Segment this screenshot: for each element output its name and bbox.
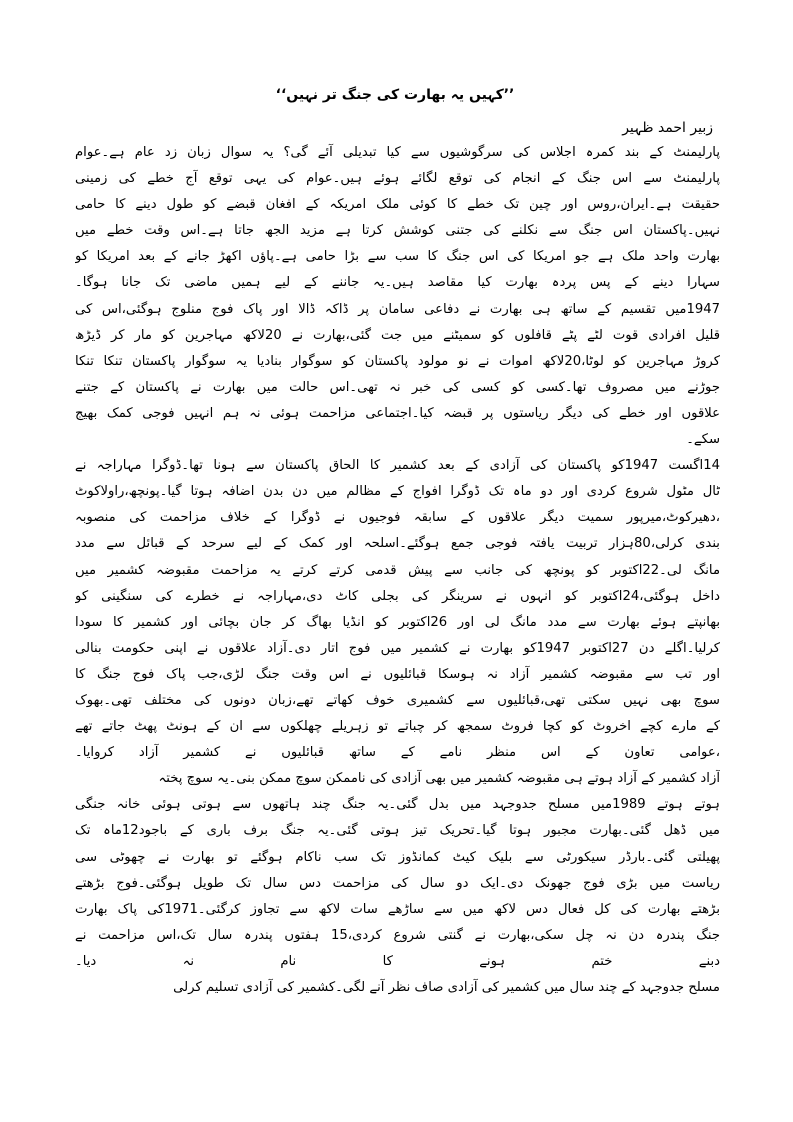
text-line: جنگ پندرہ دن نہ چل سکی،بھارت نے گنتی شروع کردی،15 ہفتوں پندرہ سال تک،اس مزاحمت نے bbox=[75, 927, 720, 943]
text-line: آزاد کشمیر کے آزاد ہوتے ہی مقبوضہ کشمیر میں بھی آزادی کی ناممکن سوچ ممکن بنی۔یہ سوچ پختہ bbox=[158, 771, 720, 787]
author-name: زبیر احمد ظہیر bbox=[622, 120, 713, 136]
text-line: پھیلتی گئی۔بارڈر سیکورٹی سے بلیک کیٹ کمانڈوز تک سب ناکام ہوگئے تو بھارت نے چھوٹی سی bbox=[75, 849, 720, 865]
text-line: داخل ہوگئی،24اکتوبر کو انہوں نے سرینگر کی بجلی کاٹ دی،مہاراجہ نے خطرے کی سنگینی کو bbox=[75, 588, 720, 604]
text-line: کروڑ مہاجرین کو لوٹا،20لاکھ اموات نے نو مولود پاکستان کو سوگوار بنادیا یہ سوگوار پاکستان تنکا تنکا bbox=[75, 353, 720, 369]
text-line: جوڑنے میں مصروف تھا۔کسی کو کسی کی خبر نہ تھی۔اس حالت میں بھارت نے پاکستان کے جتنے bbox=[75, 379, 720, 395]
text-line: نہیں۔پاکستان اس جنگ سے نکلنے کی جتنی کوشش کرتا ہے مزید الجھ جاتا ہے۔اس وقت خطے میں bbox=[75, 223, 720, 239]
text-line: بڑھتے بھارت کی کل فعال دس لاکھ میں سے ساڑھے سات لاکھ سے تجاوز کرگئی۔1971کی پاک بھارت bbox=[75, 901, 720, 917]
text-line: کے مارے کچے اخروٹ کو کچا فروٹ سمجھ کر چباتے تو زہریلے چھلکوں سے ان کے ہونٹ پھٹ جاتے تھے bbox=[75, 719, 720, 735]
text-line: دبنے ختم ہونے کا نام نہ دیا۔ bbox=[75, 953, 720, 969]
text-line: 1947میں تقسیم کے ساتھ ہی بھارت نے دفاعی سامان پر ڈاکہ ڈالا اور پاک فوج منلوج ہوگئی،اس کی bbox=[75, 301, 720, 317]
text-line: علاقوں اور خطے کی دیگر ریاستوں پر قبضہ کیا۔اجتماعی مزاحمت ہوئی نہ ہم انہیں فوجی کمک بھیج bbox=[75, 405, 720, 421]
text-line: سہارا دینے کے پس پردہ بھارت کیا مقاصد ہیں۔یہ جاننے کے لیے ہمیں ماضی تک جانا ہوگا۔ bbox=[75, 275, 720, 291]
text-line: ٹال مٹول شروع کردی اور دو ماہ تک ڈوگرا افواج کے مظالم میں دن بدن اضافہ ہوتا گیا۔پونچھ،راولاکوٹ bbox=[75, 484, 720, 500]
text-line: میں ڈھل گئی۔بھارت مجبور ہوتا گیا۔تحریک تیز ہوتی گئی۔یہ جنگ برف باری کے باجود12ماہ تک bbox=[75, 823, 720, 839]
text-line: ،عوامی تعاون کے اس منظر نامے کے ساتھ قبائلیوں نے کشمیر آزاد کروایا۔ bbox=[75, 745, 720, 761]
text-line: بندی کرلی،80ہزار تربیت یافتہ فوجی جمع ہوگئے۔اسلحہ اور کمک کے لیے سرحد کے قبائل سے مدد bbox=[75, 536, 720, 552]
text-line: مانگ لی۔22اکتوبر کو پونچھ کی جانب سے پیش قدمی کرتے کرتے یہ مزاحمت مقبوضہ کشمیر میں bbox=[75, 562, 720, 578]
text-line: 14اگست 1947کو پاکستان کی آزادی کے بعد کشمیر کا الحاق پاکستان سے ہونا تھا۔ڈوگرا مہاراجہ نے bbox=[75, 458, 720, 474]
text-line: ،دھیرکوٹ،میرپور سمیت دیگر علاقوں کے سابقہ فوجیوں نے ڈوگرا کے خلاف مزاحمت کی منصوبہ bbox=[75, 510, 720, 526]
article-body bbox=[75, 140, 720, 1070]
text-line: پارلیمنٹ کے بند کمرہ اجلاس کی سرگوشیوں سے کیا تبدیلی آئے گی؟ یہ سوال زبان زد عام ہے۔عوام bbox=[75, 145, 720, 160]
text-line: سوچ بھی نہیں سکتی تھی،قبائلیوں سے کشمیری خوف کھاتے تھے،زبان دونوں کی مختلف تھی۔بھوک bbox=[75, 692, 720, 708]
text-line: قلیل افرادی قوت لٹے پٹے قافلوں کو سمیٹنے میں جت گئی،بھارت نے 20لاکھ مہاجرین کو مار کر ڈیڑھ bbox=[75, 327, 720, 343]
article-title: ’’کہیں یہ بھارت کی جنگ تر نہیں‘‘ bbox=[275, 87, 515, 103]
text-line: پارلیمنٹ سے اس جنگ کے انجام کی توقع لگائے ہوئے ہیں۔عوام کی یہی توقع آج خطے کی زمینی bbox=[75, 171, 720, 187]
text-line: بھارت واحد ملک ہے جو امریکا کی اس جنگ کا سب سے بڑا حامی ہے۔پاؤں اکھڑ جانے کے بعد امریکا کو bbox=[75, 249, 720, 265]
text-line: ریاست میں بڑی فوج جھونک دی۔ایک دو سال کی مزاحمت دس سال تک طویل ہوگئی۔فوج بڑھتے bbox=[75, 875, 720, 891]
text-line: اور تب سے مقبوضہ کشمیر آزاد نہ ہوسکا قبائلیوں نے اس وقت جنگ لڑی،جب پاک فوج جنگ کا bbox=[75, 666, 720, 682]
text-line: بھانپتے ہوئے بھارت سے مدد مانگ لی اور 26اکتوبر کو انڈیا بھاگ کر جان بچائی اور کشمیر کا سودا bbox=[75, 614, 720, 630]
text-line: حقیقت ہے۔ایران،روس اور چین تک خطے کا کوئی ملک امریکہ کے افغان قبضے کو طول دینے کا حامی bbox=[75, 197, 720, 213]
text-line: سکے۔ bbox=[686, 432, 720, 448]
text-line: کرلیا۔اگلے دن 27اکتوبر 1947کو بھارت نے کشمیر میں فوج اتار دی۔آزاد علاقوں نے اپنی حکومت بنالی bbox=[75, 640, 720, 656]
text-line: ہوتے ہوتے 1989میں مسلح جدوجہد میں بدل گئی۔یہ جنگ چند ہاتھوں سے ہوتی ہوئی خانہ جنگی bbox=[75, 797, 720, 813]
text-line: مسلح جدوجہد کے چند سال میں کشمیر کی آزادی صاف نظر آنے لگی۔کشمیر کی آزادی تسلیم کرلی bbox=[173, 980, 720, 995]
